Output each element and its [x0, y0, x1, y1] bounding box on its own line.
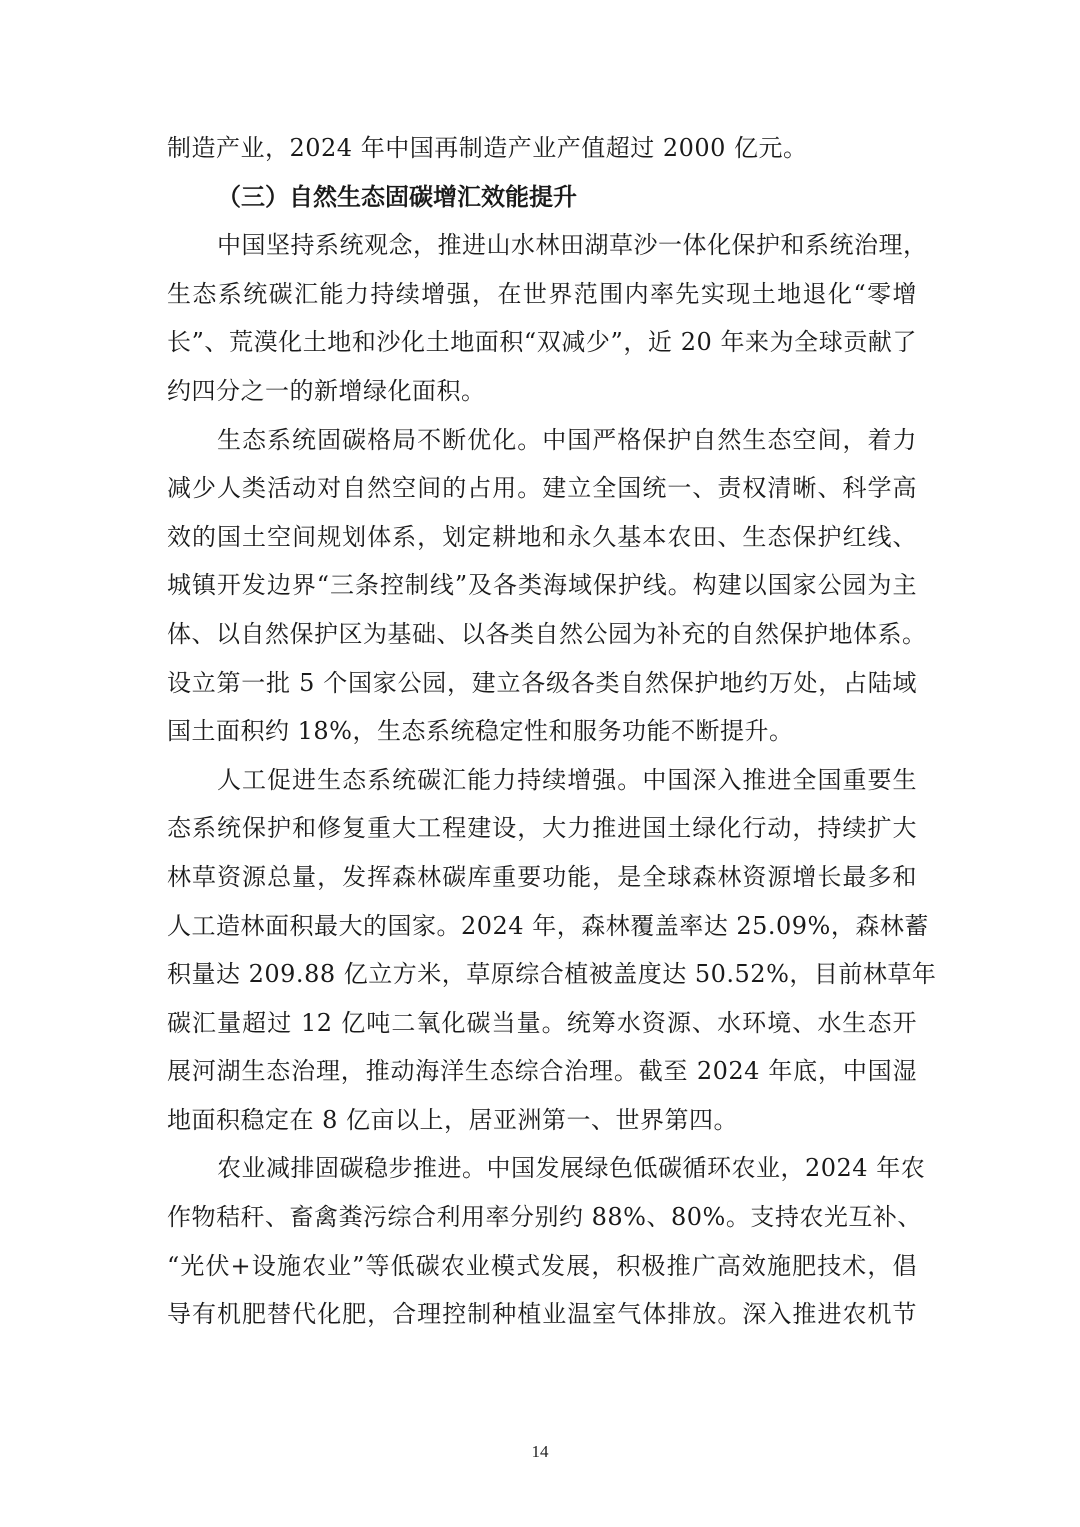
page-number: 14 — [531, 1442, 549, 1461]
section-heading: （三）自然生态固碳增汇效能提升 — [217, 182, 577, 211]
paragraph-line: 作物秸秆、畜禽粪污综合利用率分别约 88%、80%。支持农光互补、 — [167, 1203, 922, 1232]
paragraph-line: 农业减排固碳稳步推进。中国发展绿色低碳循环农业，2024 年农 — [217, 1154, 926, 1183]
paragraph-line: 态系统保护和修复重大工程建设，大力推进国土绿化行动，持续扩大 — [167, 814, 917, 843]
paragraph-line: 中国坚持系统观念，推进山水林田湖草沙一体化保护和系统治理， — [217, 231, 928, 260]
paragraph-line: 设立第一批 5 个国家公园，建立各级各类自然保护地约万处，占陆域 — [167, 668, 917, 697]
paragraph-line: 效的国土空间规划体系，划定耕地和永久基本农田、生态保护红线、 — [167, 522, 917, 551]
paragraph-line: 制造产业，2024 年中国再制造产业产值超过 2000 亿元。 — [167, 134, 808, 162]
body-text — [167, 124, 937, 1339]
paragraph-line: 长”、荒漠化土地和沙化土地面积“双减少”，近 20 年来为全球贡献了 — [167, 328, 917, 357]
paragraph-line: 生态系统固碳格局不断优化。中国严格保护自然生态空间，着力 — [217, 425, 917, 454]
paragraph-line: 导有机肥替代化肥，合理控制种植业温室气体排放。深入推进农机节 — [167, 1300, 917, 1329]
paragraph-line: 地面积稳定在 8 亿亩以上，居亚洲第一、世界第四。 — [167, 1105, 739, 1134]
paragraph-line: 碳汇量超过 12 亿吨二氧化碳当量。统筹水资源、水环境、水生态开 — [167, 1008, 917, 1037]
paragraph-line: 人工促进生态系统碳汇能力持续增强。中国深入推进全国重要生 — [217, 765, 917, 794]
paragraph-line: 约四分之一的新增绿化面积。 — [167, 376, 486, 405]
paragraph-line: 积量达 209.88 亿立方米，草原综合植被盖度达 50.52%，目前林草年 — [167, 960, 937, 989]
paragraph-line: 展河湖生态治理，推动海洋生态综合治理。截至 2024 年底，中国湿 — [167, 1057, 917, 1086]
paragraph-line: 林草资源总量，发挥森林碳库重要功能，是全球森林资源增长最多和 — [167, 862, 917, 891]
paragraph-line: 生态系统碳汇能力持续增强，在世界范围内率先实现土地退化“零增 — [167, 279, 917, 308]
paragraph-line: 减少人类活动对自然空间的占用。建立全国统一、责权清晰、科学高 — [167, 474, 917, 503]
paragraph-line: “光伏+设施农业”等低碳农业模式发展，积极推广高效施肥技术，倡 — [167, 1251, 917, 1280]
paragraph-line: 人工造林面积最大的国家。2024 年，森林覆盖率达 25.09%，森林蓄 — [167, 911, 929, 940]
paragraph-line: 国土面积约 18%，生态系统稳定性和服务功能不断提升。 — [167, 717, 794, 746]
paragraph-line: 体、以自然保护区为基础、以各类自然公园为补充的自然保护地体系。 — [167, 619, 927, 648]
paragraph-line: 城镇开发边界“三条控制线”及各类海域保护线。构建以国家公园为主 — [167, 571, 917, 600]
